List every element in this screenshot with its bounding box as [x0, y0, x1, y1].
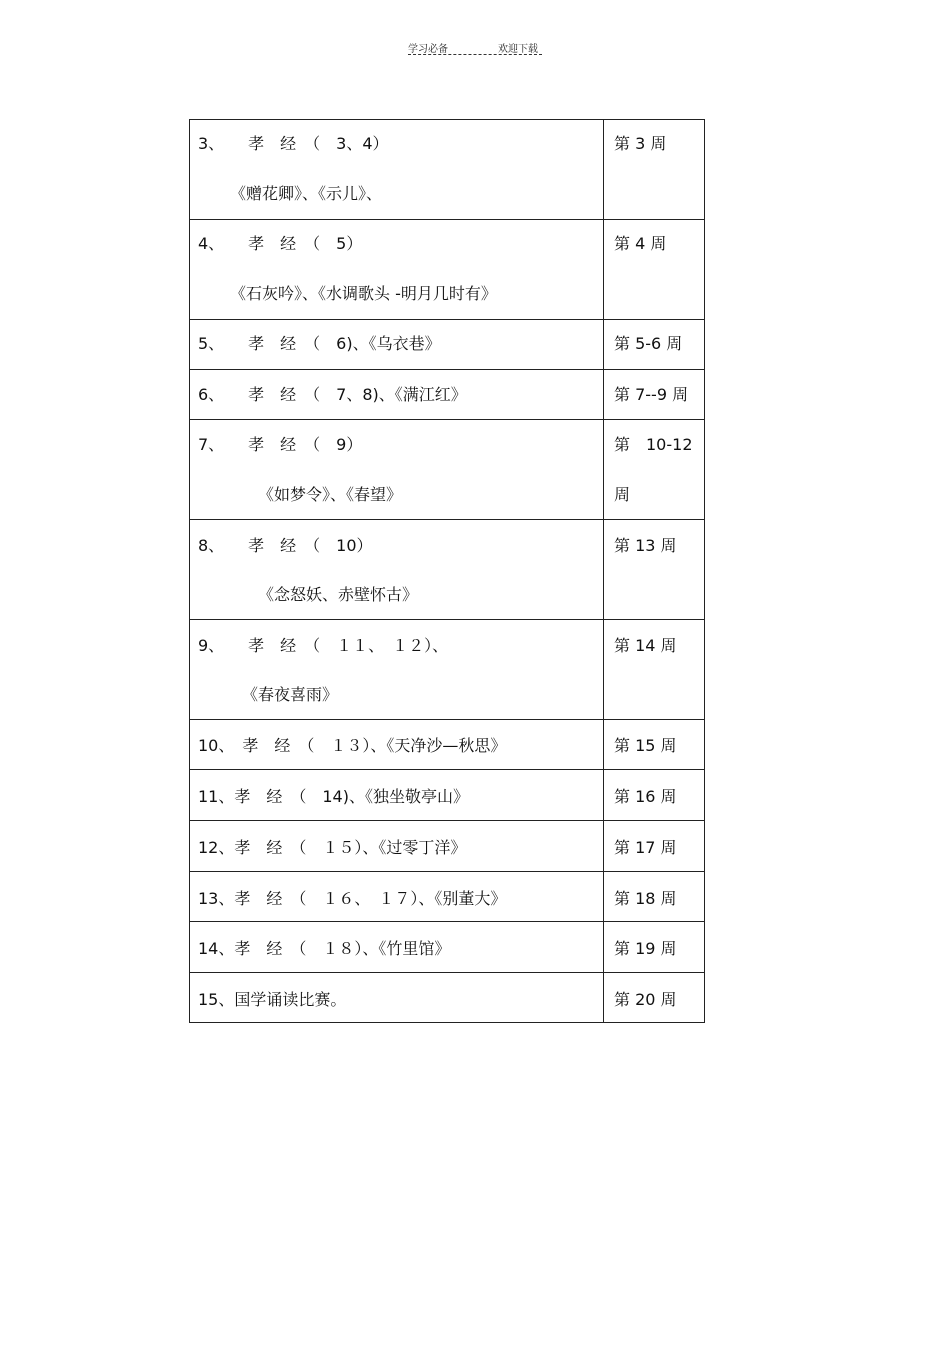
content-line-2: 《如梦令》、《春望》 [258, 485, 403, 504]
content-cell [190, 821, 604, 872]
content-line-1: 3、 孝 经 （ 3、4） [198, 134, 389, 153]
table-row [190, 973, 705, 1023]
week-cell [604, 720, 705, 770]
week-label: 第 3 周 [614, 134, 667, 153]
content-line-1: 11、孝 经 （ 14)、《独坐敬亭山》 [198, 787, 469, 806]
week-cell [604, 520, 705, 620]
week-label: 第 18 周 [614, 889, 677, 908]
week-label: 第 20 周 [614, 990, 677, 1009]
content-line-1: 8、 孝 经 （ 10） [198, 536, 373, 555]
content-line-2: 《石灰吟》、《水调歌头 -明月几时有》 [230, 284, 497, 303]
content-line-1: 5、 孝 经 （ 6)、《乌衣巷》 [198, 334, 441, 353]
content-line-1: 10、 孝 经 （ １３）、《天净沙—秋思》 [198, 736, 507, 755]
content-cell [190, 120, 604, 220]
table-row [190, 720, 705, 770]
content-line-2: 《春夜喜雨》 [242, 685, 339, 704]
table-row [190, 620, 705, 720]
week-label: 第 14 周 [614, 636, 677, 655]
week-label: 第 4 周 [614, 234, 667, 253]
table-row [190, 922, 705, 973]
content-line-1: 4、 孝 经 （ 5） [198, 234, 363, 253]
week-cell [604, 821, 705, 872]
week-cell [604, 770, 705, 821]
content-line-1: 12、孝 经 （ １５）、《过零丁洋》 [198, 838, 467, 857]
week-cell [604, 370, 705, 420]
header-left-text: 学习必备 [408, 44, 448, 55]
week-cell [604, 220, 705, 320]
content-cell [190, 620, 604, 720]
content-line-1: 15、国学诵读比赛。 [198, 990, 347, 1009]
header-right-text: 欢迎下载 [498, 44, 538, 55]
content-line-2: 《念怒妖、赤壁怀古》 [258, 585, 419, 604]
table-row [190, 220, 705, 320]
table-row [190, 120, 705, 220]
content-line-2: 《赠花卿》、《示儿》、 [230, 184, 383, 203]
content-cell [190, 922, 604, 973]
header-dashed-rule [408, 54, 542, 55]
table-row [190, 770, 705, 821]
week-cell [604, 120, 705, 220]
table-row [190, 320, 705, 370]
content-cell [190, 370, 604, 420]
week-cell [604, 620, 705, 720]
table-row [190, 872, 705, 922]
week-cell [604, 320, 705, 370]
week-label: 第 7--9 周 [614, 385, 689, 404]
content-line-1: 14、孝 经 （ １８）、《竹里馆》 [198, 939, 451, 958]
content-cell [190, 973, 604, 1023]
content-line-1: 7、 孝 经 （ 9） [198, 435, 363, 454]
table-row [190, 520, 705, 620]
content-cell [190, 320, 604, 370]
page-header [408, 38, 542, 56]
content-line-1: 6、 孝 经 （ 7、8)、《满江红》 [198, 385, 467, 404]
week-label-continued: 周 [614, 485, 631, 504]
content-cell [190, 720, 604, 770]
table-row [190, 370, 705, 420]
week-cell [604, 922, 705, 973]
week-cell [604, 420, 705, 520]
content-cell [190, 520, 604, 620]
week-cell [604, 872, 705, 922]
content-cell [190, 220, 604, 320]
content-line-1: 9、 孝 经 （ １１、 １２）、 [198, 636, 449, 655]
content-cell [190, 420, 604, 520]
week-label: 第 13 周 [614, 536, 677, 555]
content-cell [190, 872, 604, 922]
table-row [190, 420, 705, 520]
week-label: 第 17 周 [614, 838, 677, 857]
week-label: 第 16 周 [614, 787, 677, 806]
week-cell [604, 973, 705, 1023]
week-label: 第 5-6 周 [614, 334, 683, 353]
content-line-1: 13、孝 经 （ １６、 １７）、《别董大》 [198, 889, 507, 908]
schedule-table [189, 119, 705, 1023]
week-label: 第 10-12 [614, 435, 693, 454]
content-cell [190, 770, 604, 821]
week-label: 第 15 周 [614, 736, 677, 755]
week-label: 第 19 周 [614, 939, 677, 958]
table-row [190, 821, 705, 872]
